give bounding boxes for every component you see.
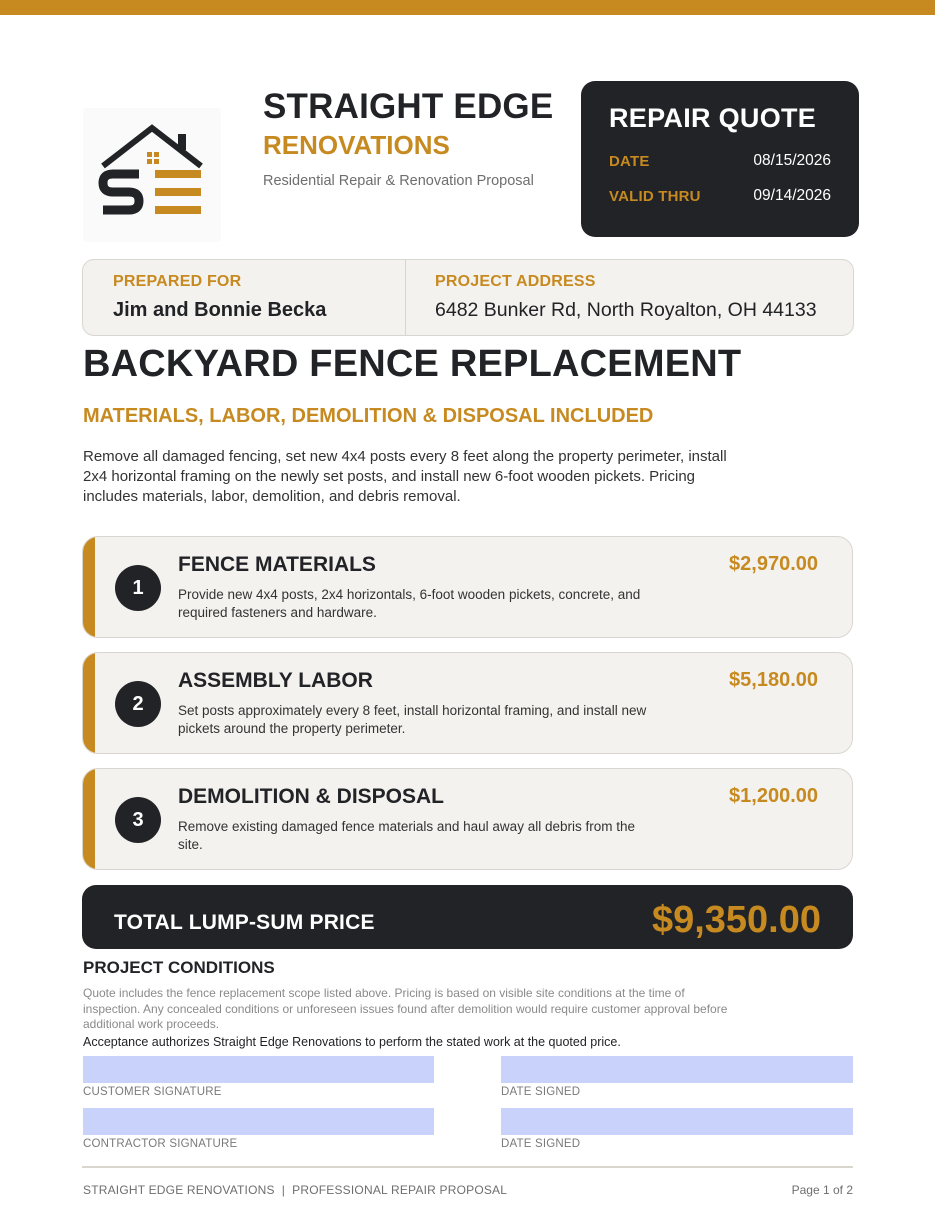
prepared-for-section: [83, 260, 406, 335]
company-name: STRAIGHT EDGE: [263, 87, 554, 126]
company-subname: RENOVATIONS: [263, 130, 450, 160]
footer-divider: [82, 1166, 853, 1168]
customer-signature-label: CUSTOMER SIGNATURE: [83, 1086, 222, 1098]
conditions-text: Quote includes the fence replacement scope listed above. Pricing is based on visible site conditions at the time of inspection. Any concealed conditions or unforeseen issues found after demolition would require customer approval before additional work proceeds.: [83, 986, 728, 1031]
brand-block: [263, 88, 573, 189]
company-tagline: Residential Repair & Renovation Proposal: [263, 173, 534, 189]
line-item-accent: [83, 537, 95, 637]
project-description: Remove all damaged fencing, set new 4x4 posts every 8 feet along the property perimeter, install 2x4 horizontal framing on the newly set posts, and install new 6-foot wooden pickets. Pricing includes materials, labor, demolition, and debris removal.: [83, 448, 727, 505]
line-item-number: 2: [115, 681, 161, 727]
customer-signature-field[interactable]: [83, 1056, 434, 1083]
line-item-price: $2,970.00: [729, 553, 818, 575]
project-address-section: [406, 260, 853, 335]
line-item-title: ASSEMBLY LABOR: [178, 669, 373, 692]
total-price-bar: [82, 885, 853, 949]
contractor-signature-field[interactable]: [83, 1108, 434, 1135]
client-name: Jim and Bonnie Becka: [113, 299, 327, 321]
line-item: [82, 536, 853, 638]
quote-valid-value: 09/14/2026: [753, 187, 831, 204]
client-info-box: [82, 259, 854, 336]
customer-date-label: DATE SIGNED: [501, 1086, 581, 1098]
prepared-for-label: PREPARED FOR: [113, 273, 242, 290]
project-address-label: PROJECT ADDRESS: [435, 273, 596, 290]
project-subtitle: MATERIALS, LABOR, DEMOLITION & DISPOSAL INCLUDED: [83, 405, 654, 427]
line-item-description: Remove existing damaged fence materials and haul away all debris from the site.: [178, 819, 635, 852]
line-item: [82, 652, 853, 754]
line-item-title: FENCE MATERIALS: [178, 553, 376, 576]
line-item-title: DEMOLITION & DISPOSAL: [178, 785, 445, 808]
project-title: BACKYARD FENCE REPLACEMENT: [83, 343, 742, 385]
line-item-number: 3: [115, 797, 161, 843]
line-item-price: $1,200.00: [729, 785, 818, 807]
house-logo-icon: [83, 108, 221, 242]
line-item-price: $5,180.00: [729, 669, 818, 691]
contractor-signature-label: CONTRACTOR SIGNATURE: [83, 1138, 238, 1150]
quote-info-box: [581, 81, 859, 237]
contractor-date-field[interactable]: [501, 1108, 853, 1135]
line-item-description: Set posts approximately every 8 feet, install horizontal framing, and install new pickets around the property perimeter.: [178, 703, 647, 736]
line-item-description: Provide new 4x4 posts, 2x4 horizontals, 6-foot wooden pickets, concrete, and required fasteners and hardware.: [178, 587, 641, 620]
quote-valid-label: VALID THRU: [609, 187, 701, 205]
quote-title: REPAIR QUOTE: [609, 103, 817, 133]
line-item: [82, 768, 853, 870]
footer-page-number: Page 1 of 2: [791, 1183, 853, 1197]
top-accent-bar: [0, 0, 935, 15]
contractor-date-label: DATE SIGNED: [501, 1138, 581, 1150]
company-logo: [83, 108, 221, 242]
line-item-number: 1: [115, 565, 161, 611]
total-value: $9,350.00: [651, 899, 821, 941]
conditions-title: PROJECT CONDITIONS: [83, 958, 275, 977]
project-address: 6482 Bunker Rd, North Royalton, OH 44133: [435, 299, 817, 321]
line-item-accent: [83, 769, 95, 869]
footer-company-text: STRAIGHT EDGE RENOVATIONS | PROFESSIONAL REPAIR PROPOSAL: [83, 1183, 508, 1197]
line-item-accent: [83, 653, 95, 753]
quote-date-row: [609, 152, 831, 170]
customer-date-field[interactable]: [501, 1056, 853, 1083]
total-label: TOTAL LUMP-SUM PRICE: [114, 911, 375, 934]
quote-valid-row: [609, 187, 831, 205]
quote-date-label: DATE: [609, 152, 650, 170]
acceptance-text: Acceptance authorizes Straight Edge Renovations to perform the stated work at the quoted price.: [83, 1035, 621, 1049]
quote-date-value: 08/15/2026: [753, 152, 831, 169]
